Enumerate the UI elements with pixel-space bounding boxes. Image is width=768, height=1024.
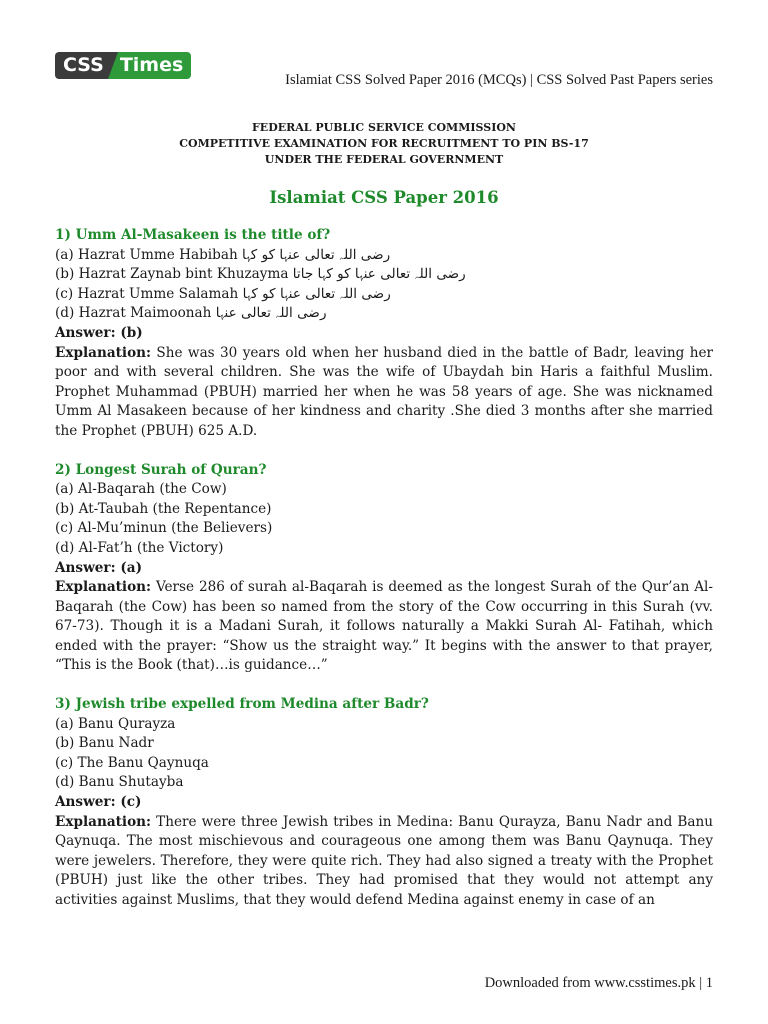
option-d: (d) Hazrat Maimoonah ﺭﺿﯽ ﺍﻟﻠﮧ ﺗﻌﺎﻟﯽ ﻋﻨﮩﺎ — [55, 305, 327, 322]
csstimes-logo — [55, 52, 191, 79]
commission-block — [0, 120, 768, 168]
option-d: (d) Banu Shutayba — [55, 774, 184, 791]
commission-line-3: UNDER THE FEDERAL GOVERNMENT — [264, 153, 504, 166]
explanation-text: She was 30 years old when her husband died in the battle of Badr, leaving her poor and with several children. She was the wife of Ubaydah bin Haris a faithful Muslim. Prophet Muhammad (PBUH) married her when he was 58 years of age. She was nicknamed Umm Al Masakeen because of her kindness and charity .She died 3 months after she married the Prophet (PBUH) 625 A.D. — [55, 344, 713, 439]
question-block-3 — [55, 695, 713, 911]
logo-slash — [108, 52, 118, 79]
explanation-text: There were three Jewish tribes in Medina: Banu Qurayza, Banu Nadr and Banu Qaynuqa. The most mischievous and courageous one among them was Banu Qaynuqa. They were jewelers. Therefore, they were quite rich. They had also signed a treaty with the Prophet (PBUH) just like the other tribes. They had promised that they would not attempt any activities against Muslims, that they would defend Medina against enemy in case of an — [55, 813, 713, 908]
option-a: (a) Hazrat Umme Habibah ﺭﺿﯽ ﺍﻟﻠﮧ ﺗﻌﺎﻟﯽ ﻋﻨﮩﺎ ﮐﻮ ﮐﮩﺎ — [55, 246, 391, 263]
questions-content — [55, 226, 713, 911]
explanation — [55, 344, 713, 442]
question-heading: 1) Umm Al-Masakeen is the title of? — [55, 227, 331, 243]
question-block-1 — [55, 226, 713, 442]
option-b: (b) Banu Nadr — [55, 735, 154, 752]
page-footer: Downloaded from www.csstimes.pk | 1 — [484, 975, 713, 991]
logo-css-text: CSS — [55, 52, 108, 79]
answer: Answer: (b) — [55, 324, 143, 341]
option-b: (b) Hazrat Zaynab bint Khuzayma ﺭﺿﯽ ﺍﻟﻠﮧ ﺗﻌﺎﻟﯽ ﻋﻨﮩﺎ ﮐﻮ ﮐﮩﺎ ﺟﺎﺗﺎ — [55, 266, 466, 283]
explanation-text: Verse 286 of surah al-Baqarah is deemed as the longest Surah of the Qur’an Al-Baqarah (the Cow) has been so named from the story of the Cow occurring in this Surah (vv. 67-73). Though it is a Madani Surah, it follows naturally a Makki Surah Al- Fatihah, which ended with the prayer: “Show us the straight way.” It begins with the answer to that prayer, “This is the Book (that)…is guidance…” — [55, 579, 713, 674]
answer: Answer: (a) — [55, 559, 143, 576]
option-c: (c) Hazrat Umme Salamah ﺭﺿﯽ ﺍﻟﻠﮧ ﺗﻌﺎﻟﯽ ﻋﻨﮩﺎ ﮐﻮ ﮐﮩﺎ — [55, 285, 391, 302]
question-heading: 2) Longest Surah of Quran? — [55, 461, 267, 478]
explanation — [55, 813, 713, 911]
option-c: (c) Al-Mu’minun (the Believers) — [55, 520, 273, 537]
question-heading: 3) Jewish tribe expelled from Medina after Badr? — [55, 696, 429, 713]
explanation-label: Explanation: — [55, 579, 152, 596]
answer: Answer: (c) — [55, 794, 142, 811]
commission-line-1: FEDERAL PUBLIC SERVICE COMMISSION — [252, 121, 516, 134]
explanation-label: Explanation: — [55, 344, 152, 361]
commission-line-2: COMPETITIVE EXAMINATION FOR RECRUITMENT TO PIN BS-17 — [179, 137, 589, 150]
explanation-label: Explanation: — [55, 813, 152, 830]
explanation — [55, 578, 713, 676]
option-b: (b) At-Taubah (the Repentance) — [55, 500, 272, 517]
option-d: (d) Al-Fat’h (the Victory) — [55, 539, 224, 556]
logo-times-text: Times — [118, 52, 191, 79]
option-a: (a) Banu Qurayza — [55, 715, 176, 732]
option-c: (c) The Banu Qaynuqa — [55, 754, 209, 771]
paper-title: Islamiat CSS Paper 2016 — [269, 188, 499, 207]
question-block-2 — [55, 461, 713, 677]
document-header-title: Islamiat CSS Solved Paper 2016 (MCQs) | CSS Solved Past Papers series — [285, 72, 713, 88]
option-a: (a) Al-Baqarah (the Cow) — [55, 481, 227, 498]
